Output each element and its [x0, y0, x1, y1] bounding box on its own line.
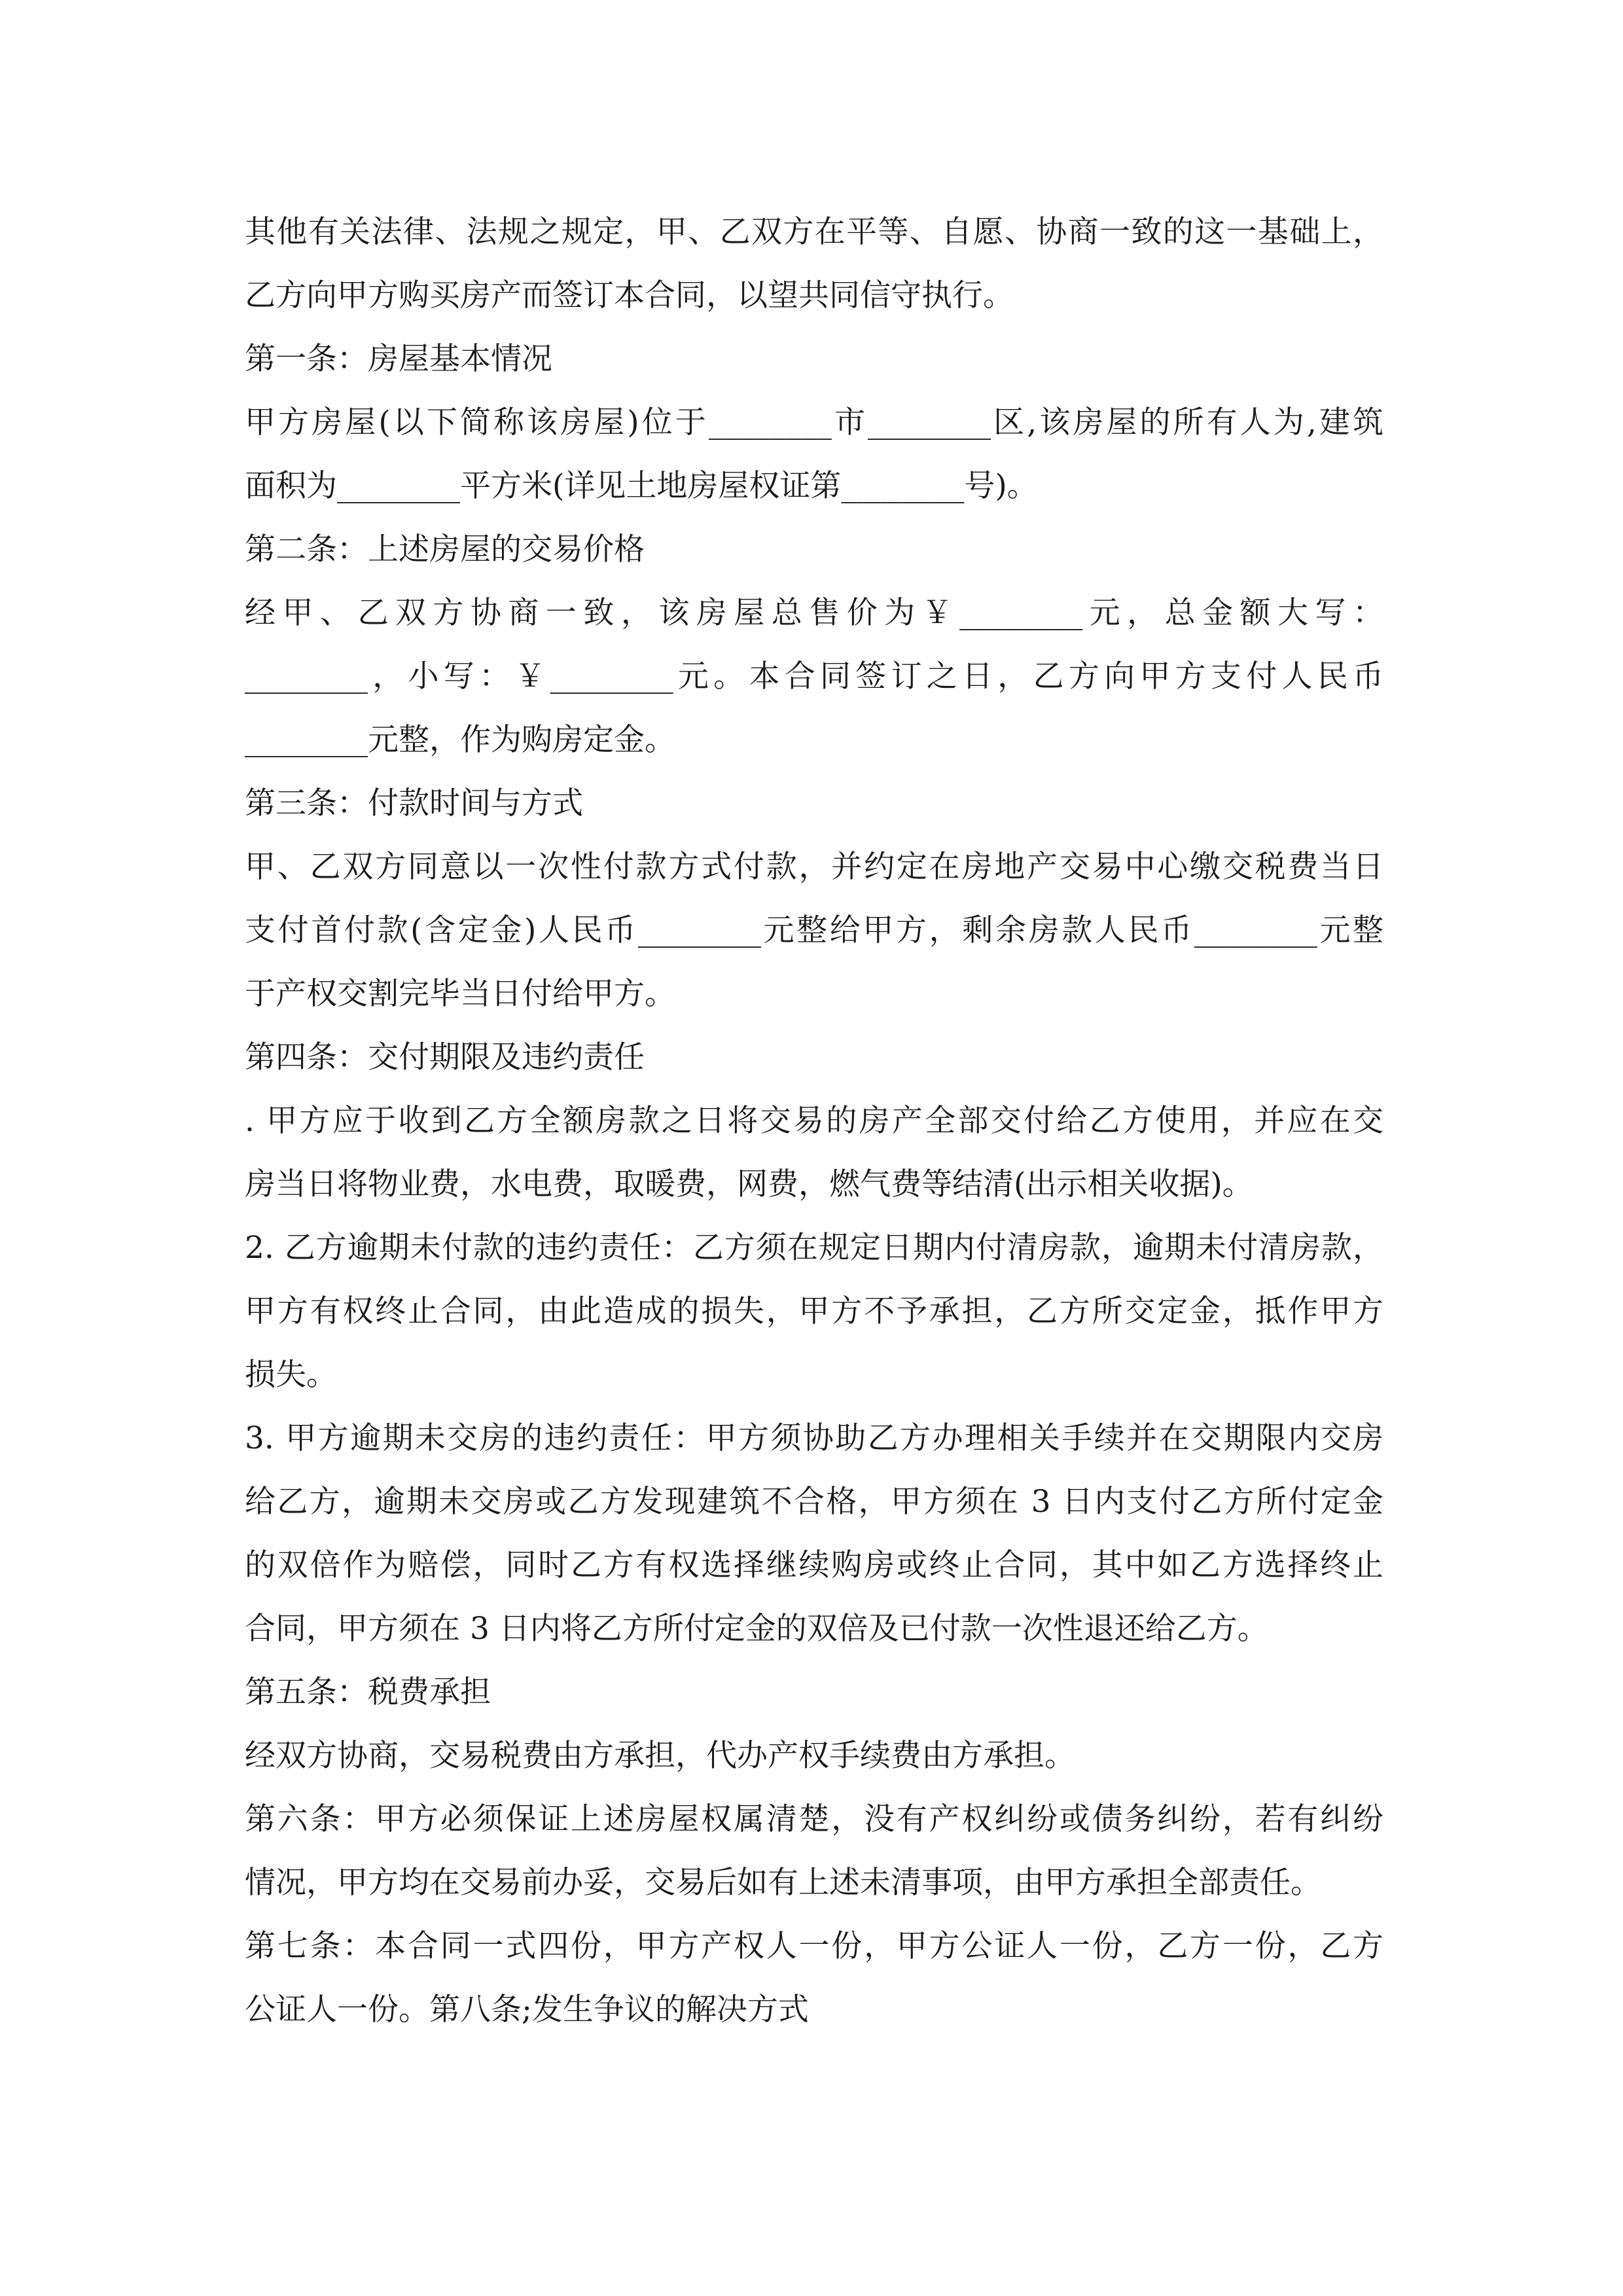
paragraph-line: 的双倍作为赔偿，同时乙方有权选择继续购房或终止合同，其中如乙方选择终止 — [245, 1547, 1383, 1583]
paragraph-line: 第七条：本合同一式四份，甲方产权人一份，甲方公证人一份，乙方一份，乙方 — [245, 1928, 1383, 1964]
paragraph-line: 经甲、乙双方协商一致，该房屋总售价为￥________元，总金额大写： — [245, 595, 1383, 631]
paragraph-line: 合同，甲方须在 3 日内将乙方所付定金的双倍及已付款一次性退还给乙方。 — [245, 1611, 1268, 1647]
paragraph-line: 损失。 — [245, 1357, 337, 1393]
section-heading: 第二条：上述房屋的交易价格 — [245, 531, 645, 567]
paragraph-line: 给乙方，逾期未交房或乙方发现建筑不合格，甲方须在 3 日内支付乙方所付定金 — [245, 1484, 1383, 1520]
paragraph-line: 3. 甲方逾期未交房的违约责任：甲方须协助乙方办理相关手续并在交期限内交房 — [245, 1420, 1383, 1456]
paragraph-line: 于产权交割完毕当日付给甲方。 — [245, 976, 675, 1012]
paragraph-line: 房当日将物业费，水电费，取暖费，网费，燃气费等结清(出示相关收据)。 — [245, 1166, 1253, 1202]
paragraph-line: 乙方向甲方购买房产而签订本合同，以望共同信守执行。 — [245, 278, 1014, 314]
contract-body — [245, 200, 1383, 2041]
paragraph-line: 甲、乙双方同意以一次性付款方式付款，并约定在房地产交易中心缴交税费当日 — [245, 849, 1383, 885]
paragraph-line: 第六条：甲方必须保证上述房屋权属清楚，没有产权纠纷或债务纠纷，若有纠纷 — [245, 1801, 1383, 1837]
paragraph-line: 情况，甲方均在交易前办妥，交易后如有上述未清事项，由甲方承担全部责任。 — [245, 1865, 1321, 1901]
paragraph-line: ________，小写：￥________元。本合同签订之日，乙方向甲方支付人民币 — [245, 658, 1383, 694]
paragraph-line: 其他有关法律、法规之规定，甲、乙双方在平等、自愿、协商一致的这一基础上， — [245, 214, 1383, 250]
paragraph-line: 经双方协商，交易税费由方承担，代办产权手续费由方承担。 — [245, 1738, 1075, 1774]
paragraph-line: ________元整，作为购房定金。 — [245, 722, 675, 758]
section-heading: 第三条：付款时间与方式 — [245, 785, 583, 821]
section-heading: 第四条：交付期限及违约责任 — [245, 1039, 645, 1075]
paragraph-line: 甲方房屋(以下简称该房屋)位于________市________区,该房屋的所有人为,建筑 — [245, 404, 1383, 440]
paragraph-line: . 甲方应于收到乙方全额房款之日将交易的房产全部交付给乙方使用，并应在交 — [245, 1103, 1383, 1139]
paragraph-line: 甲方有权终止合同，由此造成的损失，甲方不予承担，乙方所交定金，抵作甲方 — [245, 1293, 1383, 1329]
section-heading: 第五条：税费承担 — [245, 1674, 491, 1710]
paragraph-line: 2. 乙方逾期未付款的违约责任：乙方须在规定日期内付清房款，逾期未付清房款， — [245, 1230, 1383, 1266]
section-heading: 第一条：房屋基本情况 — [245, 341, 552, 377]
paragraph-line: 公证人一份。第八条;发生争议的解决方式 — [245, 1992, 809, 2028]
paragraph-line: 支付首付款(含定金)人民币________元整给甲方，剩余房款人民币________元整 — [245, 912, 1383, 948]
paragraph-line: 面积为________平方米(详见土地房屋权证第________号)。 — [245, 468, 1038, 504]
